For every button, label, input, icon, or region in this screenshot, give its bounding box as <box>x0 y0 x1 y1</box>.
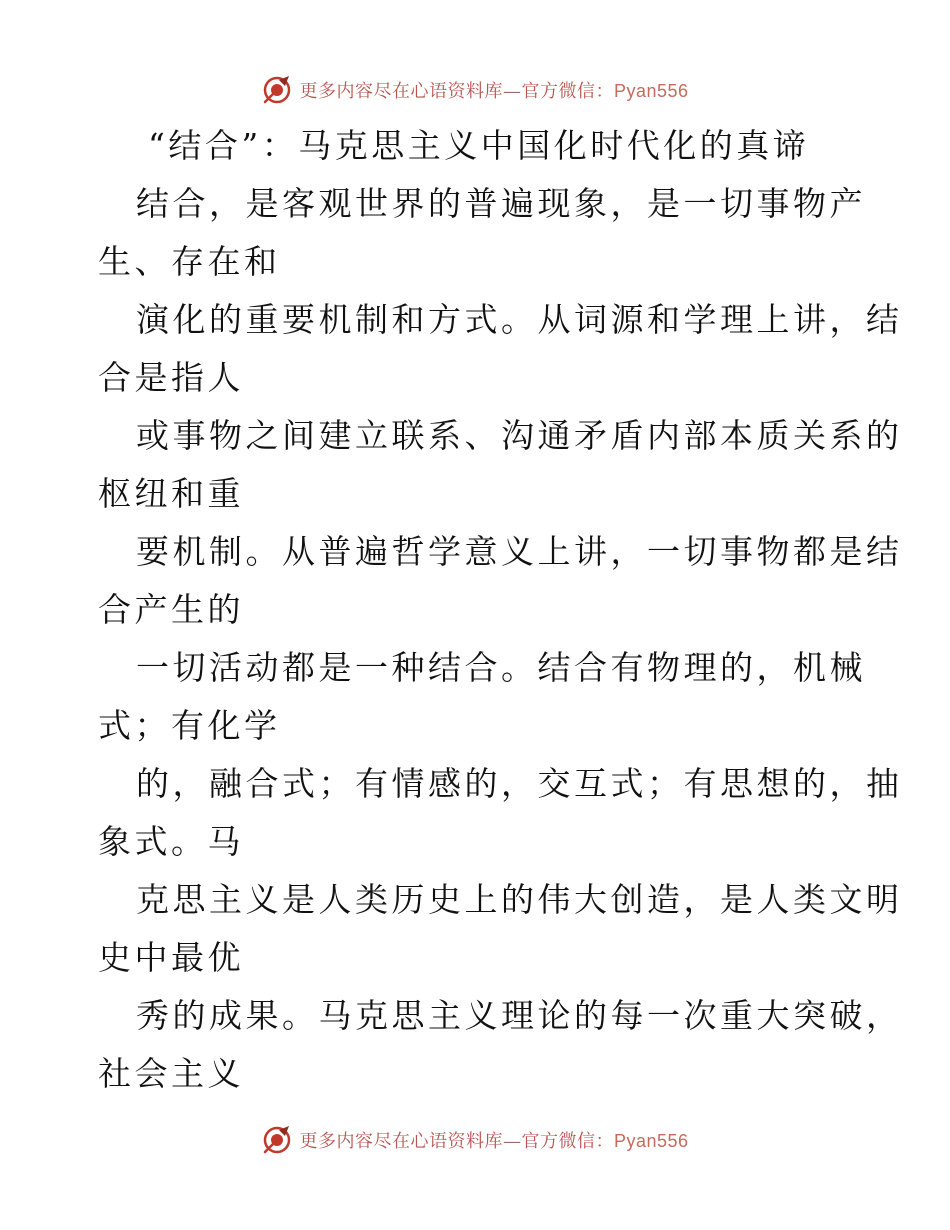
banner-separator: — <box>502 81 522 102</box>
paragraph-line: 式；有化学 <box>98 706 281 745</box>
banner-wechat-label: 官方微信： <box>521 81 614 102</box>
paragraph-line: 枢纽和重 <box>98 474 244 513</box>
paragraph-line: 秀的成果。马克思主义理论的每一次重大突破， <box>136 996 903 1035</box>
banner-wechat-label: 官方微信： <box>521 1131 614 1152</box>
banner-site-name: 更多内容尽在心语资料库 <box>299 1131 503 1152</box>
banner-site-name: 更多内容尽在心语资料库 <box>299 81 503 102</box>
paragraph-line: 一切活动都是一种结合。结合有物理的，机械 <box>136 648 866 687</box>
paragraph-line: 生、存在和 <box>98 242 281 281</box>
banner-wechat-id: Pyan556 <box>613 1131 689 1151</box>
paragraph-line: 结合，是客观世界的普遍现象，是一切事物产 <box>136 184 866 223</box>
footer-watermark-banner <box>0 1122 950 1158</box>
paragraph-line: 合是指人 <box>98 358 244 397</box>
paragraph-line: 象式。马 <box>98 822 244 861</box>
paragraph-line: 或事物之间建立联系、沟通矛盾内部本质关系的 <box>136 416 903 455</box>
paragraph-line: 的，融合式；有情感的，交互式；有思想的，抽 <box>136 764 903 803</box>
document-title: “结合”：马克思主义中国化时代化的真谛 <box>148 126 810 165</box>
paragraph-line: 演化的重要机制和方式。从词源和学理上讲，结 <box>136 300 903 339</box>
banner-wechat-id: Pyan556 <box>613 81 689 101</box>
document-body <box>98 117 903 1103</box>
paragraph-line: 史中最优 <box>98 938 244 977</box>
paragraph-line: 合产生的 <box>98 590 244 629</box>
quill-seal-icon <box>261 74 293 106</box>
banner-text <box>299 77 688 103</box>
paragraph-line: 克思主义是人类历史上的伟大创造，是人类文明 <box>136 880 903 919</box>
quill-seal-icon <box>261 1124 293 1156</box>
paragraph-line: 要机制。从普遍哲学意义上讲，一切事物都是结 <box>136 532 903 571</box>
banner-separator: — <box>502 1131 522 1152</box>
paragraph-line: 社会主义 <box>98 1054 244 1093</box>
banner-text <box>299 1127 688 1153</box>
header-watermark-banner <box>0 72 950 108</box>
